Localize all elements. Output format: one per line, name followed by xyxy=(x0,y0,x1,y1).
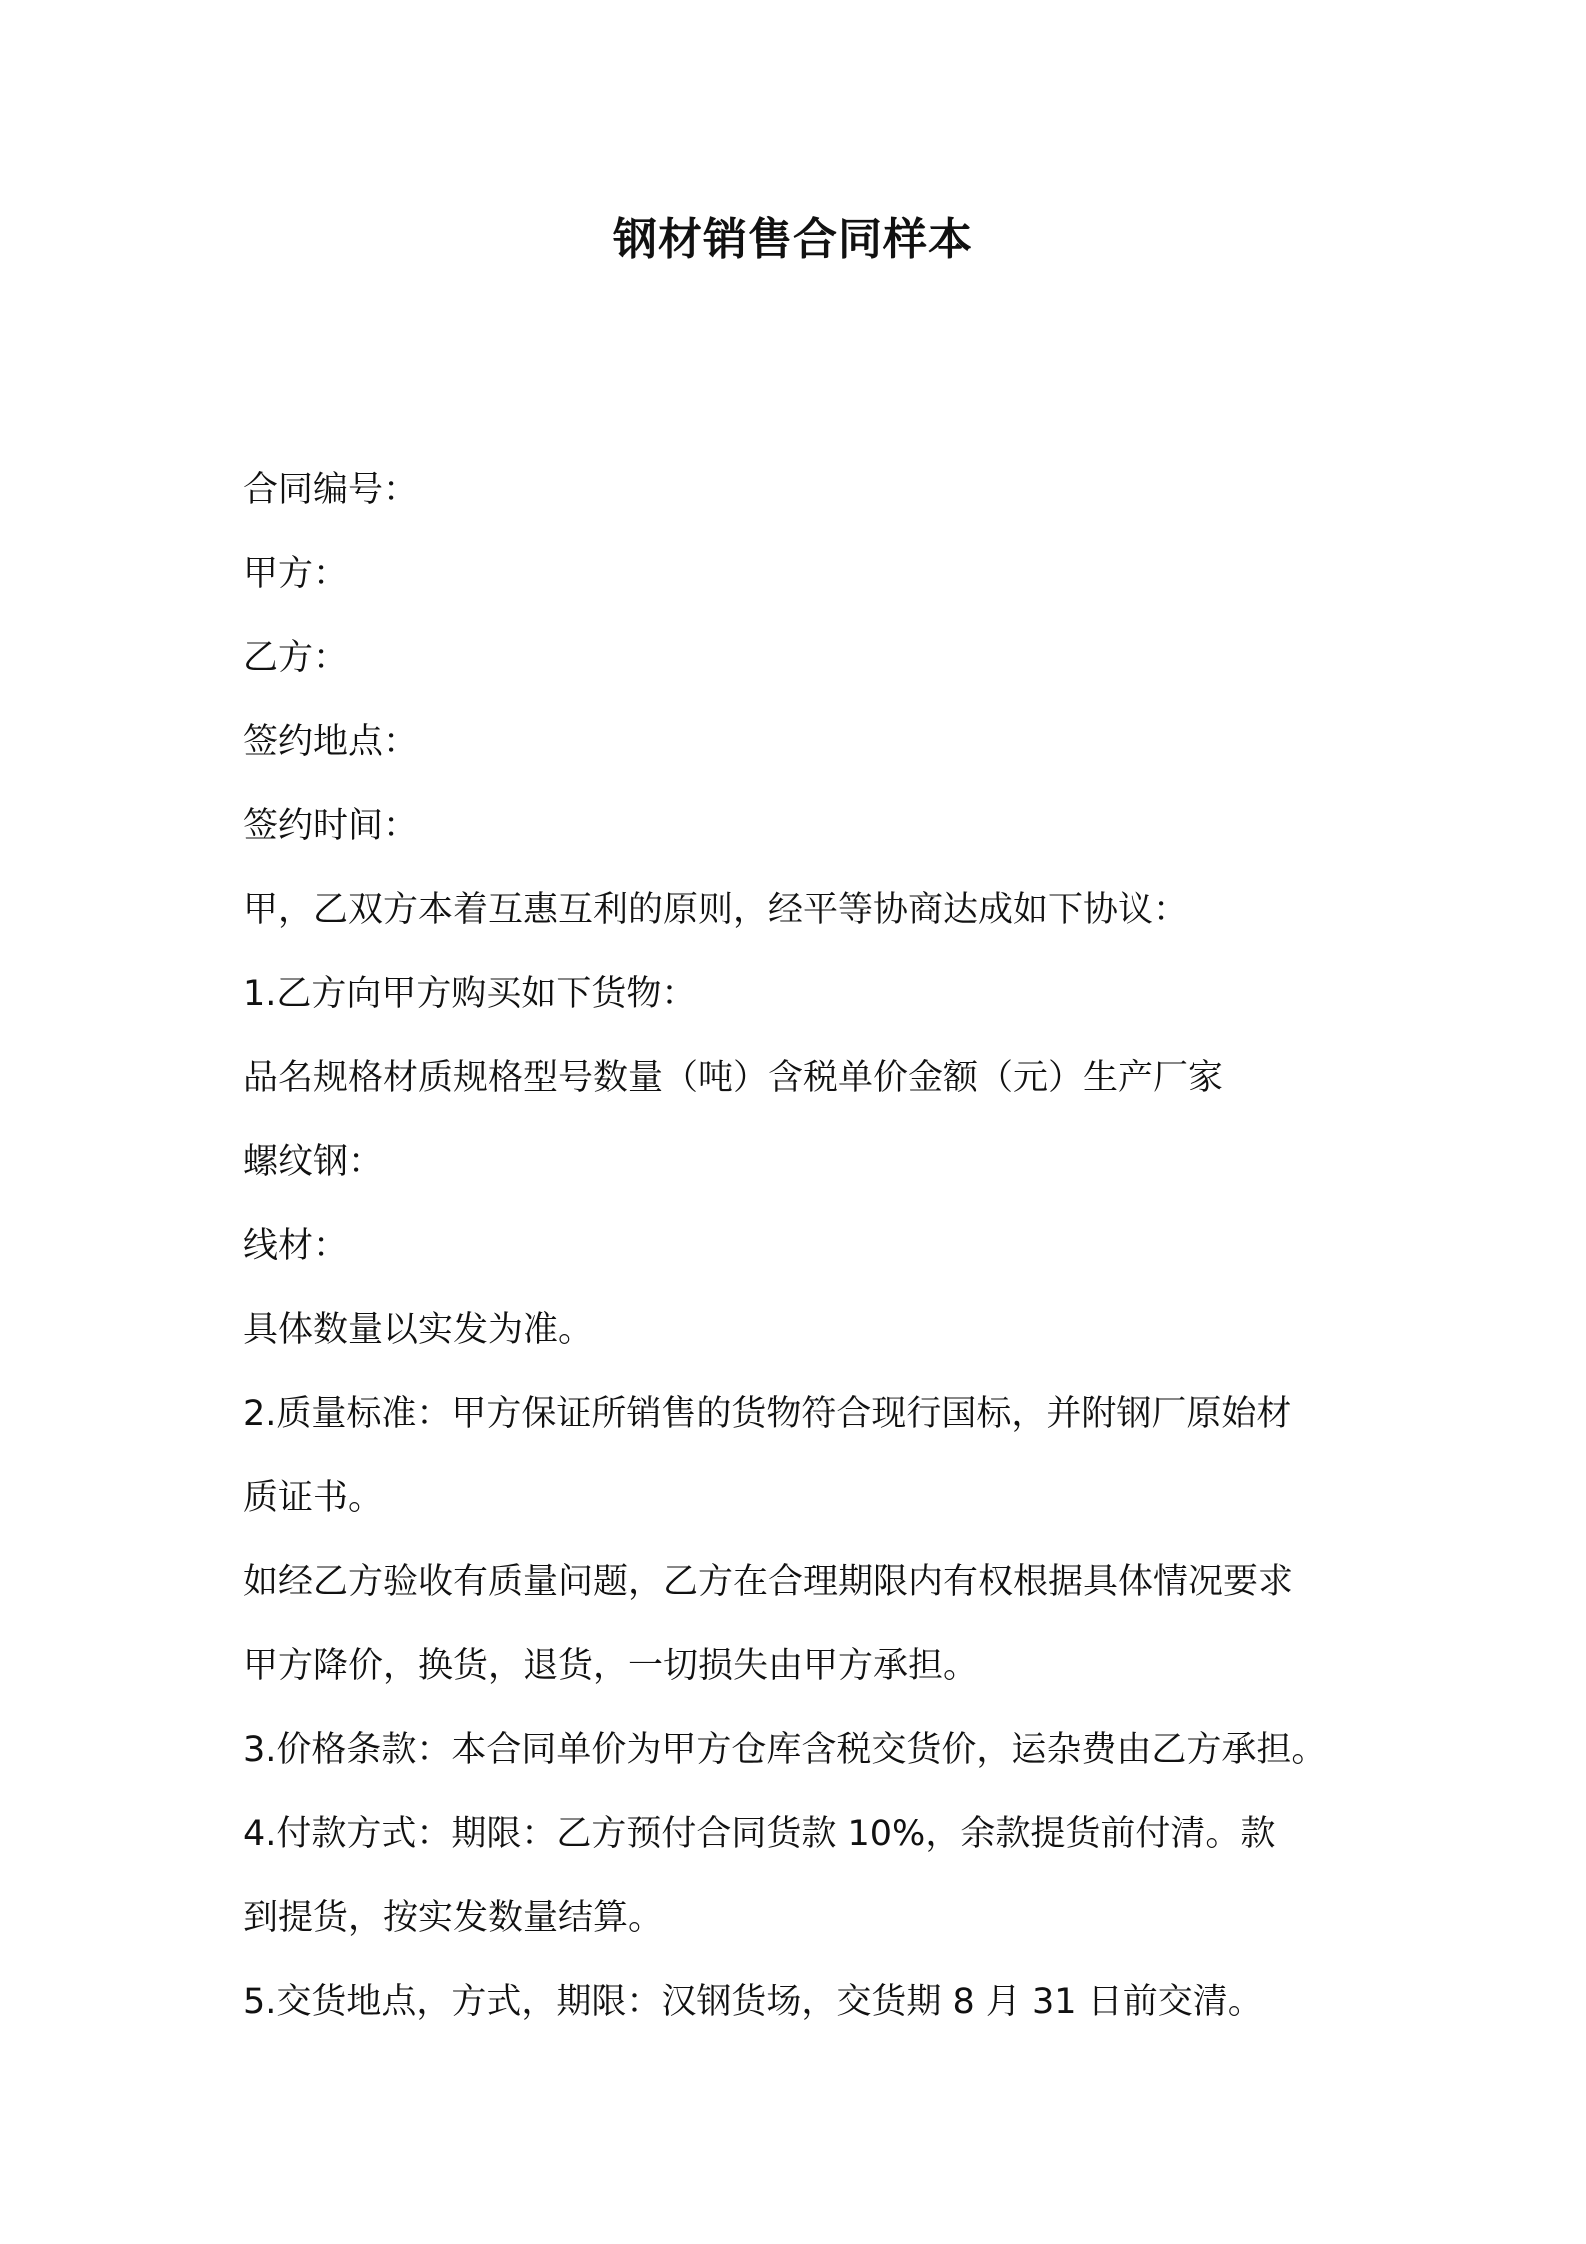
quality-issue-line-2: 甲方降价，换货，退货，一切损失由甲方承担。 xyxy=(243,1646,979,1686)
party-a-line: 甲方： xyxy=(243,554,349,594)
document-title: 钢材销售合同样本 xyxy=(613,214,973,265)
contract-number-line: 合同编号： xyxy=(243,470,419,510)
party-b-line: 乙方： xyxy=(243,638,349,678)
rebar-line: 螺纹钢： xyxy=(243,1142,384,1182)
goods-header-line: 品名规格材质规格型号数量（吨）含税单价金额（元）生产厂家 xyxy=(243,1058,1224,1098)
quality-issue-line-1: 如经乙方验收有质量问题，乙方在合理期限内有权根据具体情况要求 xyxy=(243,1562,1294,1602)
wire-rod-line: 线材： xyxy=(243,1226,349,1266)
clause-3-line: 3.价格条款：本合同单价为甲方仓库含税交货价，运杂费由乙方承担。 xyxy=(243,1730,1327,1770)
clause-1-heading: 1.乙方向甲方购买如下货物： xyxy=(243,974,697,1014)
clause-4-line-2: 到提货，按实发数量结算。 xyxy=(243,1898,664,1938)
signing-time-line: 签约时间： xyxy=(243,806,419,846)
agreement-intro-line: 甲，乙双方本着互惠互利的原则，经平等协商达成如下协议： xyxy=(243,890,1189,930)
clause-2-line-2: 质证书。 xyxy=(243,1478,384,1518)
clause-2-line-1: 2.质量标准：甲方保证所销售的货物符合现行国标，并附钢厂原始材 xyxy=(243,1394,1292,1434)
clause-4-line-1: 4.付款方式：期限：乙方预付合同货款 10%，余款提货前付清。款 xyxy=(243,1814,1276,1854)
quantity-note-line: 具体数量以实发为准。 xyxy=(243,1310,594,1350)
document-body xyxy=(243,448,1363,2044)
signing-place-line: 签约地点： xyxy=(243,722,419,762)
clause-5-line: 5.交货地点，方式，期限：汉钢货场，交货期 8 月 31 日前交清。 xyxy=(243,1982,1263,2022)
